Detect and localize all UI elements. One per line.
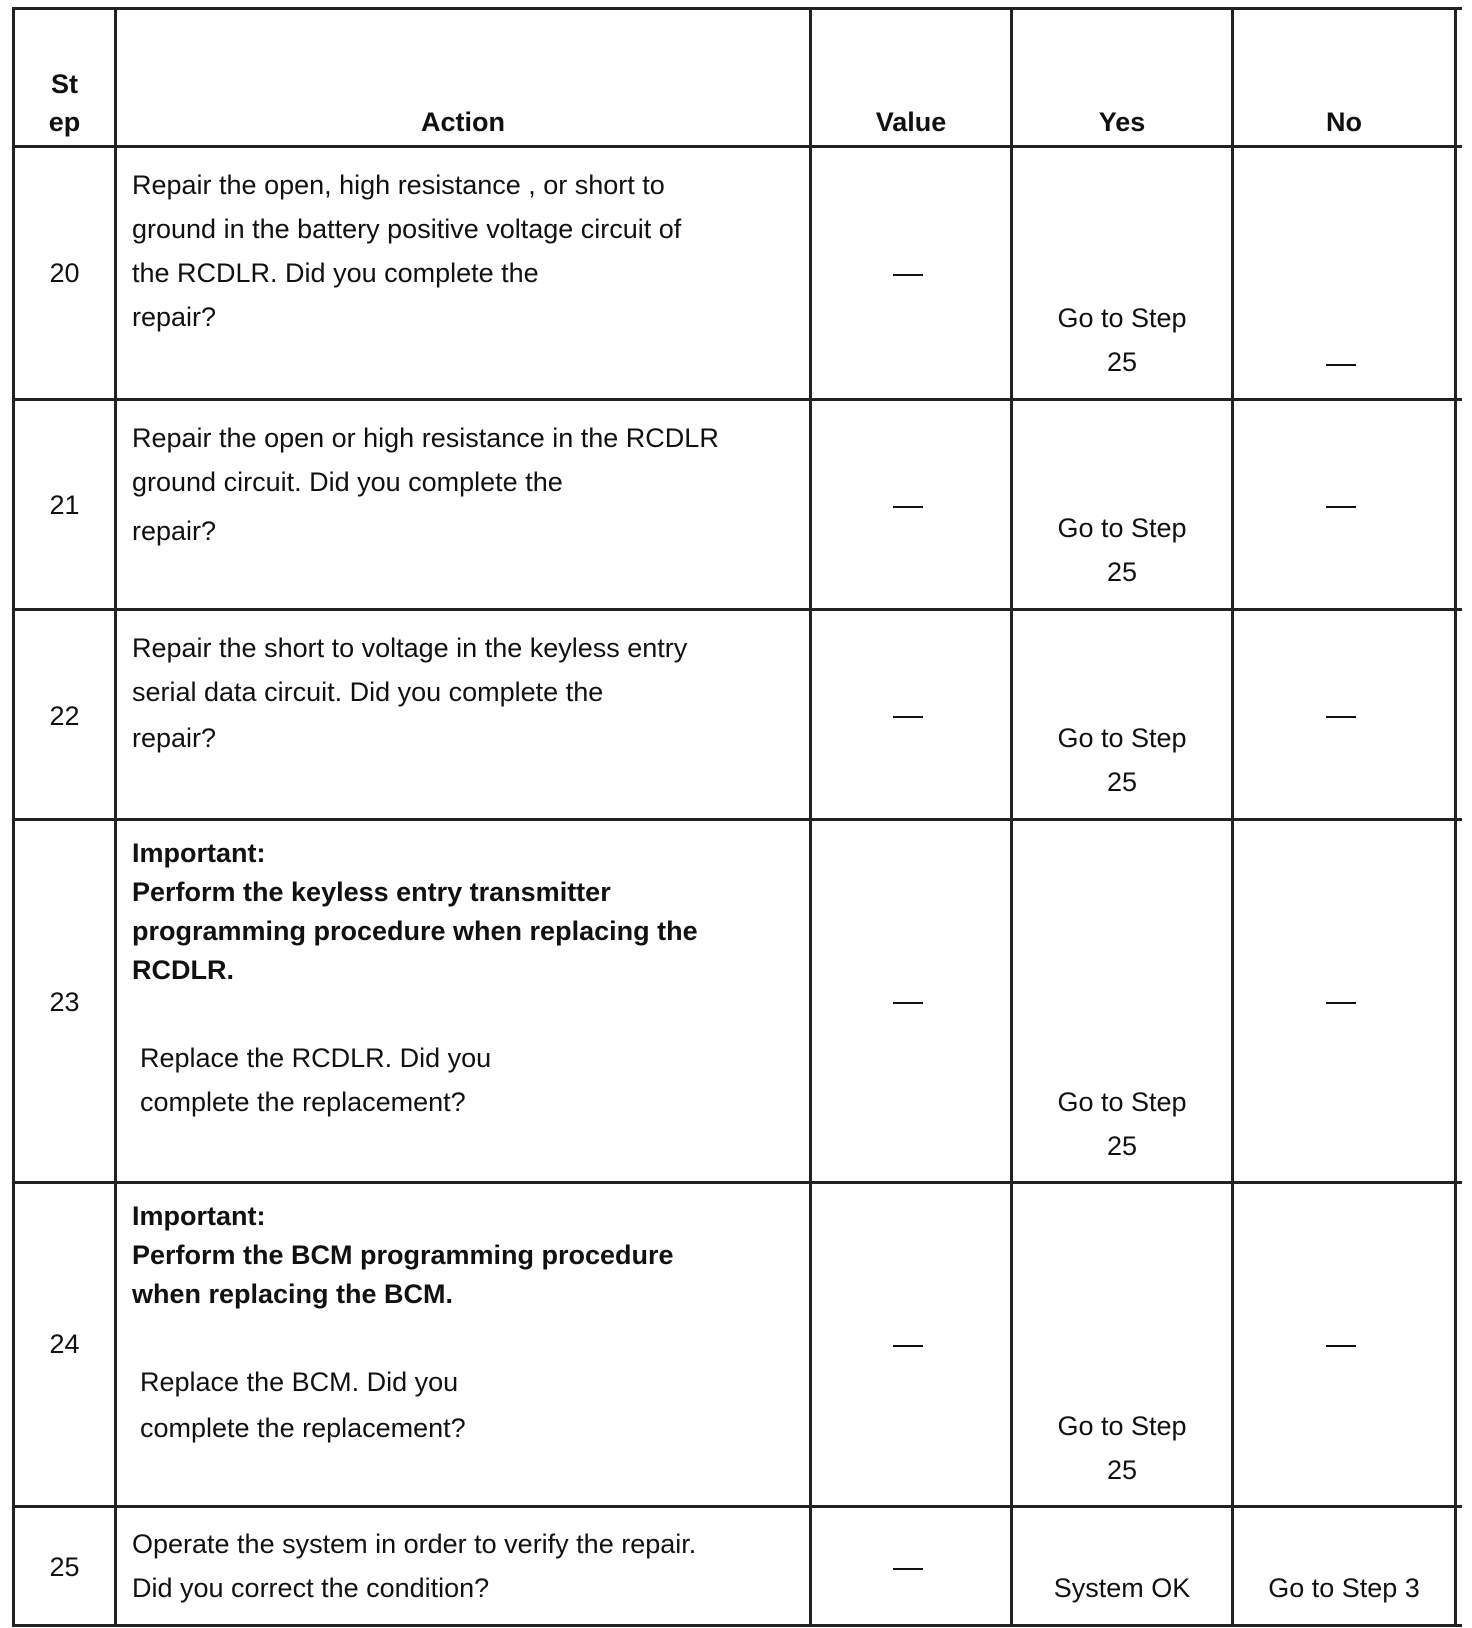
step-number: 24 — [49, 1329, 80, 1359]
no-dash — [1326, 1345, 1356, 1347]
table-rule — [12, 818, 1462, 821]
value-dash — [893, 506, 923, 508]
header-yes: Yes — [1098, 107, 1146, 137]
step-number: 23 — [49, 987, 80, 1017]
yes-goto: Go to Step — [1057, 723, 1187, 753]
action-line: repair? — [132, 516, 217, 546]
table-rule — [12, 1624, 1462, 1627]
header-value: Value — [875, 107, 947, 137]
yes-goto: Go to Step — [1057, 303, 1187, 333]
action-text — [132, 163, 681, 339]
step-number: 25 — [49, 1552, 80, 1582]
action-line: Repair the open, high resistance , or short to — [132, 170, 665, 200]
table-rule — [12, 7, 1462, 10]
no-dash — [1326, 716, 1356, 718]
important-note — [132, 1197, 674, 1314]
yes-goto: Go to Step — [1057, 513, 1187, 543]
table-rule — [12, 145, 1462, 148]
step-number: 21 — [49, 490, 80, 520]
value-dash — [893, 716, 923, 718]
important-line: programming procedure when replacing the — [132, 916, 698, 946]
table-rule — [809, 7, 812, 1627]
important-line: when replacing the BCM. — [132, 1279, 454, 1309]
important-label: Important: — [132, 838, 266, 868]
yes-step-number: 25 — [1106, 1131, 1138, 1161]
action-line: serial data circuit. Did you complete the — [132, 677, 604, 707]
no-dash — [1326, 364, 1356, 366]
action-line: Repair the short to voltage in the keyless entry — [132, 633, 688, 663]
action-line: ground circuit. Did you complete the — [132, 467, 563, 497]
important-line: Perform the keyless entry transmitter — [132, 877, 611, 907]
action-line: Did you correct the condition? — [132, 1573, 490, 1603]
table-rule — [1454, 7, 1457, 1627]
action-line: Repair the open or high resistance in the RCDLR — [132, 423, 719, 453]
header-step-2 — [15, 100, 114, 144]
action-text — [140, 1360, 466, 1450]
table-rule — [114, 7, 117, 1627]
important-line: Perform the BCM programming procedure — [132, 1240, 674, 1270]
no-dash — [1326, 1002, 1356, 1004]
action-line: repair? — [132, 723, 217, 753]
yes-goto: Go to Step — [1057, 1087, 1187, 1117]
header-no: No — [1326, 107, 1362, 137]
action-text — [132, 626, 687, 760]
action-line: ground in the battery positive voltage circuit of — [132, 214, 682, 244]
important-line: RCDLR. — [132, 955, 234, 985]
action-line: the RCDLR. Did you complete the — [132, 258, 539, 288]
value-dash — [893, 274, 923, 276]
table-rule — [1010, 7, 1013, 1627]
header-step-line1: St — [51, 69, 78, 99]
no-dash — [1326, 506, 1356, 508]
action-line: Operate the system in order to verify the repair. — [132, 1529, 697, 1559]
table-rule — [12, 398, 1462, 401]
no-goto: Go to Step 3 — [1268, 1573, 1420, 1603]
action-line: complete the replacement? — [140, 1413, 466, 1443]
action-line: repair? — [132, 302, 217, 332]
value-dash — [893, 1002, 923, 1004]
action-line: Replace the RCDLR. Did you — [140, 1043, 492, 1073]
action-line: Replace the BCM. Did you — [140, 1367, 459, 1397]
table-rule — [12, 1181, 1462, 1184]
yes-result: System OK — [1053, 1573, 1191, 1603]
action-text — [132, 416, 719, 553]
important-note — [132, 834, 698, 990]
action-text — [132, 1522, 696, 1610]
action-line: complete the replacement? — [140, 1087, 466, 1117]
yes-step-number: 25 — [1106, 347, 1138, 377]
yes-goto: Go to Step — [1057, 1411, 1187, 1441]
table-rule — [12, 1505, 1462, 1508]
header-step-line2: ep — [48, 107, 81, 137]
step-number: 20 — [49, 258, 80, 288]
yes-step-number: 25 — [1106, 767, 1138, 797]
step-number: 22 — [49, 701, 80, 731]
yes-step-number: 25 — [1106, 557, 1138, 587]
action-text — [140, 1036, 491, 1124]
table-rule — [12, 7, 15, 1627]
value-dash — [893, 1568, 923, 1570]
header-action: Action — [421, 107, 505, 137]
yes-step-number: 25 — [1106, 1455, 1138, 1485]
table-rule — [1231, 7, 1234, 1627]
value-dash — [893, 1345, 923, 1347]
table-rule — [12, 608, 1462, 611]
important-label: Important: — [132, 1201, 266, 1231]
